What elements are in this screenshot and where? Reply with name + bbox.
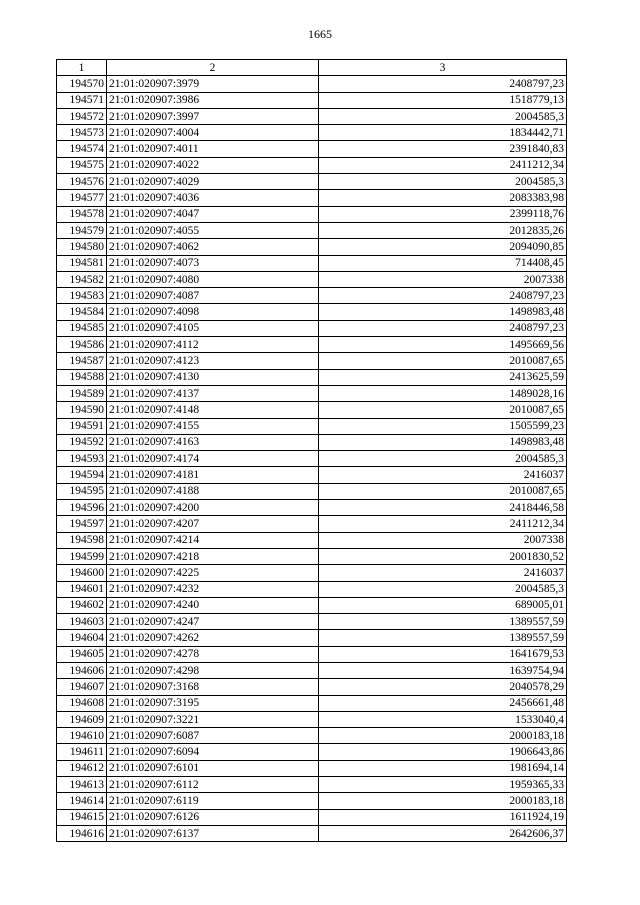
value-cell: 2010087,65 (319, 353, 567, 369)
cadastral-number-cell: 21:01:020907:4047 (107, 206, 319, 222)
row-number-cell: 194603 (57, 614, 107, 630)
value-cell: 2004585,3 (319, 581, 567, 597)
cadastral-number-cell: 21:01:020907:4098 (107, 304, 319, 320)
cadastral-number-cell: 21:01:020907:4214 (107, 532, 319, 548)
row-number-cell: 194575 (57, 157, 107, 173)
value-cell: 1981694,14 (319, 760, 567, 776)
row-number-cell: 194593 (57, 451, 107, 467)
row-number-cell: 194614 (57, 793, 107, 809)
cadastral-number-cell: 21:01:020907:3168 (107, 679, 319, 695)
cadastral-number-cell: 21:01:020907:6112 (107, 777, 319, 793)
row-number-cell: 194601 (57, 581, 107, 597)
cadastral-number-cell: 21:01:020907:4247 (107, 614, 319, 630)
cadastral-number-cell: 21:01:020907:4218 (107, 548, 319, 564)
cadastral-number-cell: 21:01:020907:4155 (107, 418, 319, 434)
row-number-cell: 194599 (57, 548, 107, 564)
value-cell: 2399118,76 (319, 206, 567, 222)
value-cell: 2411212,34 (319, 516, 567, 532)
row-number-cell: 194598 (57, 532, 107, 548)
row-number-cell: 194572 (57, 108, 107, 124)
row-number-cell: 194600 (57, 565, 107, 581)
value-cell: 2418446,58 (319, 500, 567, 516)
value-cell: 1611924,19 (319, 809, 567, 825)
cadastral-number-cell: 21:01:020907:4232 (107, 581, 319, 597)
value-cell: 2007338 (319, 271, 567, 287)
table-row (57, 239, 567, 255)
table-row (57, 271, 567, 287)
table-row (57, 369, 567, 385)
row-number-cell: 194588 (57, 369, 107, 385)
cadastral-number-cell: 21:01:020907:4148 (107, 402, 319, 418)
value-cell: 2004585,3 (319, 451, 567, 467)
value-cell: 2010087,65 (319, 483, 567, 499)
table-row (57, 744, 567, 760)
value-cell: 2083383,98 (319, 190, 567, 206)
cadastral-number-cell: 21:01:020907:4080 (107, 271, 319, 287)
cadastral-number-cell: 21:01:020907:4004 (107, 125, 319, 141)
cadastral-number-cell: 21:01:020907:4240 (107, 597, 319, 613)
column-header-2: 2 (107, 60, 319, 76)
table-row (57, 320, 567, 336)
table-row (57, 500, 567, 516)
row-number-cell: 194571 (57, 92, 107, 108)
row-number-cell: 194573 (57, 125, 107, 141)
value-cell: 2416037 (319, 565, 567, 581)
row-number-cell: 194606 (57, 662, 107, 678)
value-cell: 1533040,4 (319, 711, 567, 727)
row-number-cell: 194594 (57, 467, 107, 483)
cadastral-number-cell: 21:01:020907:4225 (107, 565, 319, 581)
table-row (57, 679, 567, 695)
table-row (57, 825, 567, 841)
cadastral-number-cell: 21:01:020907:6119 (107, 793, 319, 809)
value-cell: 1498983,48 (319, 434, 567, 450)
row-number-cell: 194609 (57, 711, 107, 727)
page-number: 1665 (308, 27, 332, 41)
table-row (57, 451, 567, 467)
cadastral-number-cell: 21:01:020907:4181 (107, 467, 319, 483)
row-number-cell: 194576 (57, 174, 107, 190)
row-number-cell: 194616 (57, 825, 107, 841)
table-row (57, 222, 567, 238)
cadastral-number-cell: 21:01:020907:4137 (107, 385, 319, 401)
row-number-cell: 194595 (57, 483, 107, 499)
table-row (57, 728, 567, 744)
table-header-row (57, 60, 567, 76)
value-cell: 2004585,3 (319, 174, 567, 190)
row-number-cell: 194591 (57, 418, 107, 434)
cadastral-number-cell: 21:01:020907:4174 (107, 451, 319, 467)
table-row (57, 630, 567, 646)
table-row (57, 467, 567, 483)
table-row (57, 532, 567, 548)
table-row (57, 190, 567, 206)
table-row (57, 206, 567, 222)
value-cell: 1641679,53 (319, 646, 567, 662)
row-number-cell: 194597 (57, 516, 107, 532)
table-row (57, 125, 567, 141)
table-row (57, 695, 567, 711)
row-number-cell: 194611 (57, 744, 107, 760)
cadastral-number-cell: 21:01:020907:4123 (107, 353, 319, 369)
cadastral-number-cell: 21:01:020907:4022 (107, 157, 319, 173)
table-row (57, 662, 567, 678)
table-row (57, 92, 567, 108)
value-cell: 2000183,18 (319, 793, 567, 809)
row-number-cell: 194582 (57, 271, 107, 287)
cadastral-number-cell: 21:01:020907:6087 (107, 728, 319, 744)
table-row (57, 157, 567, 173)
table-row (57, 646, 567, 662)
cadastral-number-cell: 21:01:020907:4055 (107, 222, 319, 238)
value-cell: 1639754,94 (319, 662, 567, 678)
value-cell: 1489028,16 (319, 385, 567, 401)
value-cell: 2010087,65 (319, 402, 567, 418)
cadastral-number-cell: 21:01:020907:3986 (107, 92, 319, 108)
cadastral-number-cell: 21:01:020907:3979 (107, 76, 319, 92)
row-number-cell: 194570 (57, 76, 107, 92)
table-row (57, 777, 567, 793)
cadastral-number-cell: 21:01:020907:3195 (107, 695, 319, 711)
value-cell: 2456661,48 (319, 695, 567, 711)
table-row (57, 288, 567, 304)
row-number-cell: 194607 (57, 679, 107, 695)
value-cell: 2408797,23 (319, 76, 567, 92)
cadastral-number-cell: 21:01:020907:4200 (107, 500, 319, 516)
value-cell: 1389557,59 (319, 630, 567, 646)
row-number-cell: 194590 (57, 402, 107, 418)
table-row (57, 434, 567, 450)
table-row (57, 793, 567, 809)
row-number-cell: 194602 (57, 597, 107, 613)
row-number-cell: 194579 (57, 222, 107, 238)
value-cell: 1834442,71 (319, 125, 567, 141)
cadastral-number-cell: 21:01:020907:4112 (107, 337, 319, 353)
row-number-cell: 194610 (57, 728, 107, 744)
value-cell: 2094090,85 (319, 239, 567, 255)
table-row (57, 385, 567, 401)
value-cell: 1959365,33 (319, 777, 567, 793)
value-cell: 2000183,18 (319, 728, 567, 744)
table-row (57, 760, 567, 776)
row-number-cell: 194596 (57, 500, 107, 516)
value-cell: 2040578,29 (319, 679, 567, 695)
row-number-cell: 194584 (57, 304, 107, 320)
table-body (57, 76, 567, 842)
row-number-cell: 194585 (57, 320, 107, 336)
cadastral-number-cell: 21:01:020907:4188 (107, 483, 319, 499)
table-row (57, 581, 567, 597)
cadastral-number-cell: 21:01:020907:4207 (107, 516, 319, 532)
row-number-cell: 194612 (57, 760, 107, 776)
table-row (57, 108, 567, 124)
value-cell: 689005,01 (319, 597, 567, 613)
row-number-cell: 194604 (57, 630, 107, 646)
table-row (57, 809, 567, 825)
cadastral-number-cell: 21:01:020907:6094 (107, 744, 319, 760)
row-number-cell: 194580 (57, 239, 107, 255)
value-cell: 2416037 (319, 467, 567, 483)
cadastral-number-cell: 21:01:020907:4011 (107, 141, 319, 157)
row-number-cell: 194592 (57, 434, 107, 450)
table-row (57, 418, 567, 434)
value-cell: 2642606,37 (319, 825, 567, 841)
table-row (57, 548, 567, 564)
value-cell: 2004585,3 (319, 108, 567, 124)
cadastral-number-cell: 21:01:020907:4105 (107, 320, 319, 336)
row-number-cell: 194574 (57, 141, 107, 157)
column-header-1: 1 (57, 60, 107, 76)
table-row (57, 353, 567, 369)
table-row (57, 711, 567, 727)
value-cell: 2001830,52 (319, 548, 567, 564)
cadastral-number-cell: 21:01:020907:4036 (107, 190, 319, 206)
value-cell: 1518779,13 (319, 92, 567, 108)
table-row (57, 614, 567, 630)
row-number-cell: 194587 (57, 353, 107, 369)
value-cell: 2408797,23 (319, 320, 567, 336)
cadastral-number-cell: 21:01:020907:6101 (107, 760, 319, 776)
row-number-cell: 194581 (57, 255, 107, 271)
value-cell: 1498983,48 (319, 304, 567, 320)
cadastral-number-cell: 21:01:020907:4073 (107, 255, 319, 271)
cadastral-number-cell: 21:01:020907:4062 (107, 239, 319, 255)
value-cell: 1389557,59 (319, 614, 567, 630)
row-number-cell: 194613 (57, 777, 107, 793)
row-number-cell: 194583 (57, 288, 107, 304)
cadastral-number-cell: 21:01:020907:4298 (107, 662, 319, 678)
cadastral-number-cell: 21:01:020907:4130 (107, 369, 319, 385)
row-number-cell: 194608 (57, 695, 107, 711)
table-row (57, 255, 567, 271)
table-row (57, 565, 567, 581)
row-number-cell: 194578 (57, 206, 107, 222)
cadastral-number-cell: 21:01:020907:6137 (107, 825, 319, 841)
cadastral-number-cell: 21:01:020907:6126 (107, 809, 319, 825)
value-cell: 2007338 (319, 532, 567, 548)
value-cell: 2012835,26 (319, 222, 567, 238)
row-number-cell: 194577 (57, 190, 107, 206)
value-cell: 2391840,83 (319, 141, 567, 157)
cadastral-number-cell: 21:01:020907:4029 (107, 174, 319, 190)
row-number-cell: 194615 (57, 809, 107, 825)
table-row (57, 76, 567, 92)
cadastral-number-cell: 21:01:020907:4087 (107, 288, 319, 304)
cadastral-number-cell: 21:01:020907:4163 (107, 434, 319, 450)
row-number-cell: 194586 (57, 337, 107, 353)
row-number-cell: 194589 (57, 385, 107, 401)
value-cell: 1495669,56 (319, 337, 567, 353)
table-row (57, 174, 567, 190)
value-cell: 1906643,86 (319, 744, 567, 760)
table-row (57, 483, 567, 499)
table-row (57, 597, 567, 613)
table-row (57, 304, 567, 320)
value-cell: 2408797,23 (319, 288, 567, 304)
table-row (57, 141, 567, 157)
value-cell: 1505599,23 (319, 418, 567, 434)
value-cell: 2411212,34 (319, 157, 567, 173)
cadastral-number-cell: 21:01:020907:3221 (107, 711, 319, 727)
registry-table (56, 59, 567, 842)
column-header-3: 3 (319, 60, 567, 76)
table-row (57, 402, 567, 418)
cadastral-number-cell: 21:01:020907:4278 (107, 646, 319, 662)
table-row (57, 516, 567, 532)
value-cell: 2413625,59 (319, 369, 567, 385)
cadastral-number-cell: 21:01:020907:3997 (107, 108, 319, 124)
cadastral-number-cell: 21:01:020907:4262 (107, 630, 319, 646)
row-number-cell: 194605 (57, 646, 107, 662)
table-row (57, 337, 567, 353)
value-cell: 714408,45 (319, 255, 567, 271)
